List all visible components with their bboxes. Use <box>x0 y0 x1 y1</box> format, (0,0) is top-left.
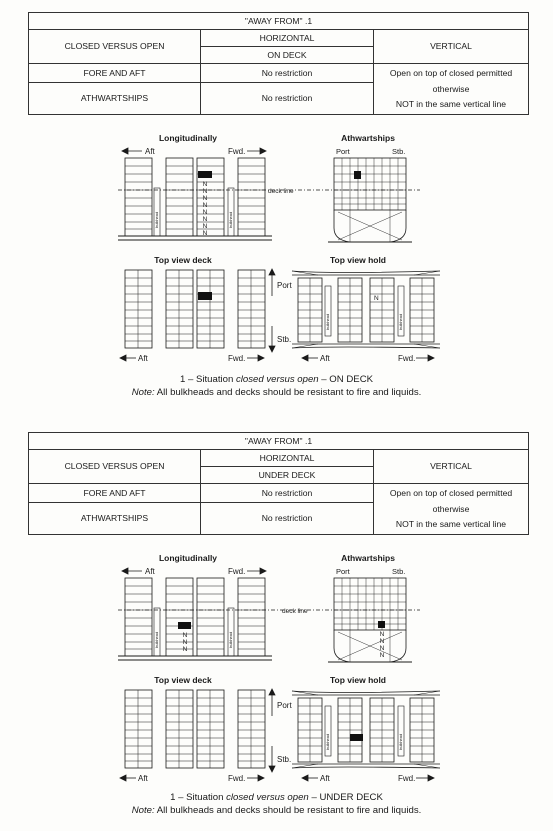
vertical-rule-line1: Open on top of closed permitted <box>389 487 513 498</box>
vertical-rule <box>374 64 529 115</box>
top-view-deck-stacks <box>125 270 265 348</box>
note-under-deck: Note: All bulkheads and decks should be resistant to fire and liquids. <box>131 805 422 816</box>
segregation-table-on-deck <box>28 12 529 115</box>
longitudinal-stacks <box>125 578 265 656</box>
aft-label: Aft <box>145 147 155 156</box>
note-on-deck: Note: All bulkheads and decks should be resistant to fire and liquids. <box>131 387 422 398</box>
horizontal-label: HORIZONTAL <box>201 30 374 47</box>
caption-under-deck: 1 – Situation closed versus open – UNDER DECK <box>170 792 383 803</box>
port-arrow-label: Port <box>277 701 292 710</box>
n-markers-athwart <box>380 631 385 659</box>
closed-container-top-hold <box>350 734 363 741</box>
aft-bottom-label: Aft <box>138 354 148 363</box>
closed-container-block-athwart <box>378 621 385 628</box>
top-view-hold <box>292 271 440 348</box>
bulkhead-label: bulkhead <box>398 313 403 330</box>
svg-text:N: N <box>182 646 188 653</box>
closed-container-block <box>198 171 212 178</box>
vertical-rule-line2: otherwise <box>432 503 470 514</box>
longitudinally-title: Longitudinally <box>158 133 218 143</box>
deck-line-label: deck line <box>282 608 308 615</box>
stb-arrow-label: Stb. <box>277 755 292 764</box>
bulkhead-label: bulkhead <box>228 631 233 648</box>
closed-container-block-athwart <box>354 171 361 179</box>
deck-label: ON DECK <box>201 47 374 64</box>
closed-vs-open-label: CLOSED VERSUS OPEN <box>29 450 201 484</box>
svg-text:N: N <box>202 209 208 216</box>
vertical-rule-line1: Open on top of closed permitted <box>389 67 513 78</box>
stack-rows-1 <box>125 166 265 229</box>
stb-arrow-label: Stb. <box>277 335 292 344</box>
diagram-on-deck <box>0 128 553 368</box>
bulkhead-label: bulkhead <box>228 211 233 228</box>
athwartships-grid <box>328 578 412 662</box>
svg-text:N: N <box>379 652 385 659</box>
aft-label: Aft <box>145 567 155 576</box>
vertical-rule-line3: NOT in the same vertical line <box>395 519 507 530</box>
vertical-rule <box>374 484 529 535</box>
horizontal-label: HORIZONTAL <box>201 450 374 467</box>
n-marker-hold: N <box>374 295 379 302</box>
vertical-label: VERTICAL <box>374 30 529 64</box>
svg-text:N: N <box>182 639 188 646</box>
longitudinally-title: Longitudinally <box>158 553 218 563</box>
n-markers <box>183 632 188 653</box>
closed-container-block <box>178 622 191 629</box>
aft-hold-label: Aft <box>320 354 330 363</box>
top-view-deck-title: Top view deck <box>154 675 212 685</box>
top-view-hold-title: Top view hold <box>329 255 387 265</box>
vertical-rule-line2: otherwise <box>432 83 470 94</box>
segregation-table-under-deck <box>28 432 529 535</box>
vertical-label: VERTICAL <box>374 450 529 484</box>
athwartships-title: Athwartships <box>341 553 395 563</box>
port-label: Port <box>336 147 350 156</box>
fore-aft-horizontal: No restriction <box>201 484 374 503</box>
table-header: "AWAY FROM" .1 <box>29 433 529 450</box>
svg-text:N: N <box>202 195 208 202</box>
table-header: "AWAY FROM" .1 <box>29 13 529 30</box>
fwd-bottom-label: Fwd. <box>228 774 246 783</box>
fwd-hold-label: Fwd. <box>398 354 416 363</box>
closed-container-top-deck <box>198 292 212 300</box>
deck-label: UNDER DECK <box>201 467 374 484</box>
deck-line-label: deck line <box>268 188 294 195</box>
longitudinal-stacks <box>125 158 265 236</box>
aft-hold-label: Aft <box>320 774 330 783</box>
athwartships-label: ATHWARTSHIPS <box>29 83 201 115</box>
stb-label: Stb. <box>392 567 406 576</box>
fwd-label: Fwd. <box>228 147 246 156</box>
aft-bottom-label: Aft <box>138 774 148 783</box>
svg-text:N: N <box>202 223 208 230</box>
diagram-under-deck <box>0 548 553 788</box>
caption-on-deck: 1 – Situation closed versus open – ON DECK <box>179 374 374 385</box>
athwartships-label: ATHWARTSHIPS <box>29 503 201 535</box>
svg-text:N: N <box>379 631 385 638</box>
athwartships-grid <box>328 158 412 242</box>
athwartships-horizontal: No restriction <box>201 83 374 115</box>
bulkhead-label: bulkhead <box>325 313 330 330</box>
svg-text:N: N <box>379 645 385 652</box>
fwd-label: Fwd. <box>228 567 246 576</box>
fwd-hold-label: Fwd. <box>398 774 416 783</box>
top-view-hold-title: Top view hold <box>329 675 387 685</box>
svg-text:N: N <box>202 188 208 195</box>
athwartships-horizontal: No restriction <box>201 503 374 535</box>
top-view-deck-title: Top view deck <box>154 255 212 265</box>
port-arrow-label: Port <box>277 281 292 290</box>
bulkhead-label: bulkhead <box>154 631 159 648</box>
svg-text:N: N <box>202 181 208 188</box>
svg-text:N: N <box>182 632 188 639</box>
svg-text:N: N <box>202 230 208 237</box>
n-markers <box>203 181 208 237</box>
vertical-rule-line3: NOT in the same vertical line <box>395 99 507 110</box>
fore-aft-horizontal: No restriction <box>201 64 374 83</box>
fwd-bottom-label: Fwd. <box>228 354 246 363</box>
bulkhead-label: bulkhead <box>325 733 330 750</box>
fore-aft-label: FORE AND AFT <box>29 484 201 503</box>
athwartships-title: Athwartships <box>341 133 395 143</box>
stb-label: Stb. <box>392 147 406 156</box>
fore-aft-label: FORE AND AFT <box>29 64 201 83</box>
svg-text:N: N <box>202 202 208 209</box>
closed-vs-open-label: CLOSED VERSUS OPEN <box>29 30 201 64</box>
svg-text:N: N <box>202 216 208 223</box>
top-view-deck-stacks <box>125 690 265 768</box>
bulkhead-label: bulkhead <box>154 211 159 228</box>
port-label: Port <box>336 567 350 576</box>
svg-text:N: N <box>379 638 385 645</box>
top-view-hold <box>292 691 440 768</box>
bulkhead-label: bulkhead <box>398 733 403 750</box>
